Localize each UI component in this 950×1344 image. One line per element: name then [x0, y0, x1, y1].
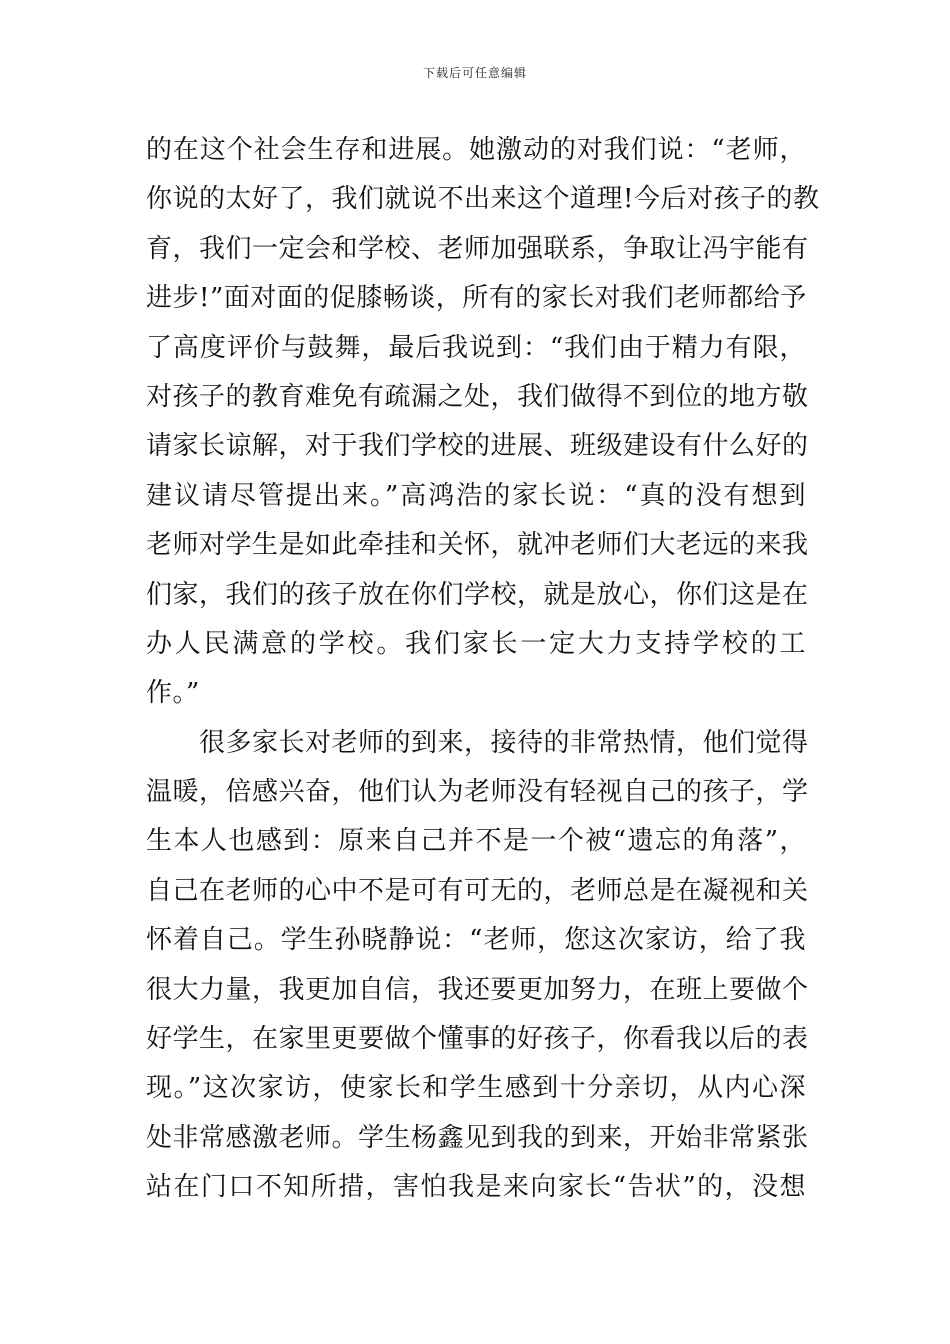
- text-line: 处非常感激老师。学生杨鑫见到我的到来，开始非常紧张: [146, 1122, 809, 1153]
- text-line: 温暖，倍感兴奋，他们认为老师没有轻视自己的孩子，学: [146, 777, 809, 808]
- text-line: 老师对学生是如此牵挂和关怀，就冲老师们大老远的来我: [146, 530, 809, 561]
- text-line: 很多家长对老师的到来，接待的非常热情，他们觉得: [146, 727, 809, 758]
- text-line: 请家长谅解，对于我们学校的进展、班级建设有什么好的: [146, 431, 809, 462]
- text-line: 办人民满意的学校。我们家长一定大力支持学校的工: [146, 628, 806, 659]
- text-line: 进步!”面对面的促膝畅谈，所有的家长对我们老师都给予: [146, 283, 807, 314]
- text-line: 生本人也感到：原来自己并不是一个被“遗忘的角落”，: [146, 826, 806, 857]
- text-line: 你说的太好了，我们就说不出来这个道理!今后对孩子的教: [146, 184, 820, 215]
- text-line: 自己在老师的心中不是可有可无的，老师总是在凝视和关: [146, 875, 809, 906]
- text-line: 对孩子的教育难免有疏漏之处，我们做得不到位的地方敬: [146, 381, 809, 412]
- page-header: 下载后可任意编辑: [422, 66, 527, 80]
- text-line: 站在门口不知所措，害怕我是来向家长“告状”的，没想: [146, 1172, 806, 1203]
- text-line: 好学生，在家里更要做个懂事的好孩子，你看我以后的表: [146, 1024, 809, 1055]
- text-line: 们家，我们的孩子放在你们学校，就是放心，你们这是在: [146, 579, 809, 610]
- text-line: 建议请尽管提出来。”高鸿浩的家长说：“真的没有想到: [146, 480, 806, 511]
- text-line: 现。”这次家访，使家长和学生感到十分亲切，从内心深: [146, 1073, 806, 1104]
- document-body: [146, 126, 820, 1213]
- text-line: 作。”: [146, 678, 200, 709]
- text-line: 育，我们一定会和学校、老师加强联系，争取让冯宇能有: [146, 233, 809, 264]
- text-line: 怀着自己。学生孙晓静说：“老师，您这次家访，给了我: [146, 925, 806, 956]
- text-line: 很大力量，我更加自信，我还要更加努力，在班上要做个: [146, 974, 809, 1005]
- text-line: 了高度评价与鼓舞，最后我说到：“我们由于精力有限，: [146, 332, 806, 363]
- text-line: 的在这个社会生存和进展。她激动的对我们说：“老师，: [146, 135, 806, 165]
